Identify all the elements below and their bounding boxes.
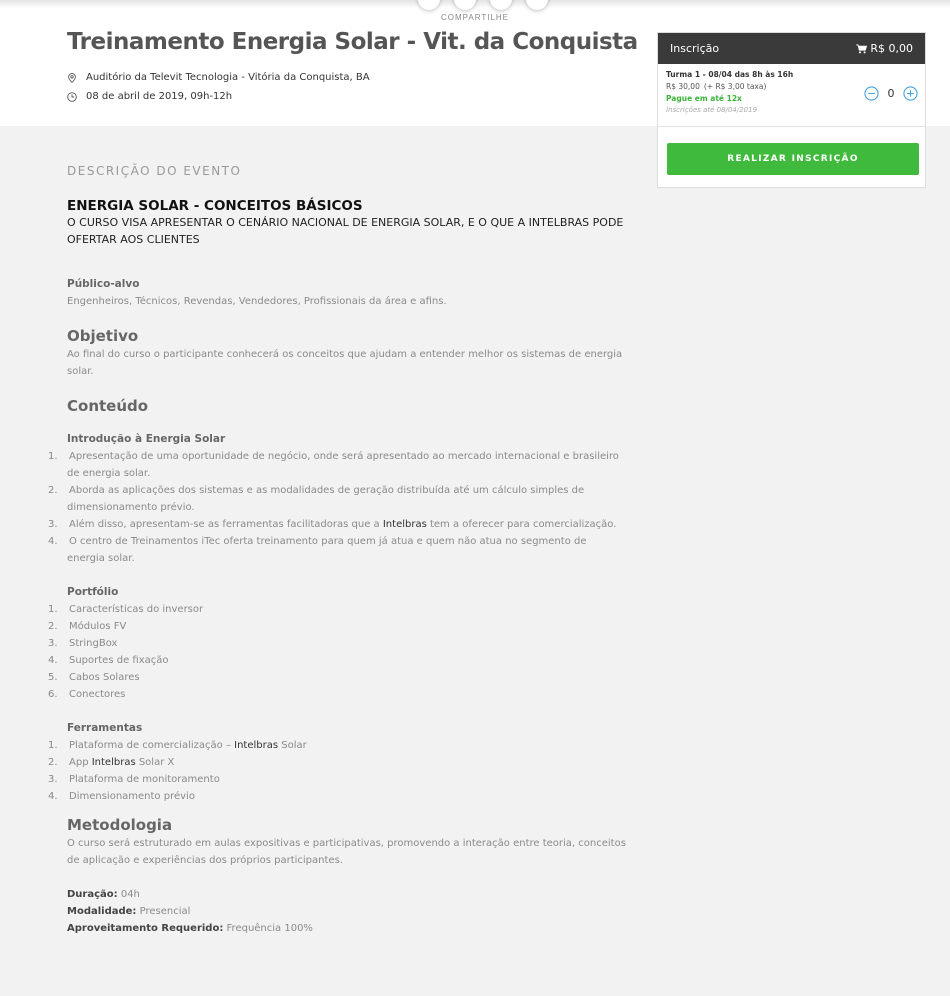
intro-section-list <box>48 448 627 567</box>
list-number: 3. <box>48 774 58 785</box>
ticket-deadline: Inscrições até 08/04/2019 <box>666 106 758 114</box>
portfolio-list <box>48 601 627 703</box>
audience-heading: Público-alvo <box>67 278 140 290</box>
list-text-part: Plataforma de comercialização – <box>69 740 235 751</box>
list-number: 3. <box>48 519 58 530</box>
list-number: 2. <box>48 757 58 768</box>
attendance-value: Frequência 100% <box>223 923 313 934</box>
event-datetime-text: 08 de abril de 2019, 09h-12h <box>86 91 233 102</box>
list-item-text: O centro de Treinamentos iTec oferta treinamento para quem já atua e quem não atua no segmento de energia solar. <box>67 536 587 564</box>
list-item <box>48 516 627 533</box>
share-buttons <box>418 0 548 10</box>
list-item <box>48 771 627 788</box>
list-text-part: Solar X <box>135 757 175 768</box>
list-text-part: Além disso, apresentam-se as ferramentas facilitadoras que a <box>69 519 383 530</box>
list-number: 2. <box>48 485 58 496</box>
list-item <box>48 482 627 516</box>
cart-total-value: R$ 0,00 <box>870 42 913 55</box>
list-number: 2. <box>48 621 58 632</box>
list-number: 4. <box>48 655 58 666</box>
list-item-text: Conectores <box>69 689 126 700</box>
event-facts <box>67 886 627 937</box>
section-label: DESCRIÇÃO DO EVENTO <box>67 164 242 178</box>
share-label: COMPARTILHE <box>440 13 510 22</box>
list-item-text: Módulos FV <box>69 621 127 632</box>
list-item-text <box>67 740 307 751</box>
brand-name: Intelbras <box>234 740 279 751</box>
ticket-name: Turma 1 - 08/04 das 8h às 16h <box>666 70 794 79</box>
list-number: 5. <box>48 672 58 683</box>
list-item <box>48 788 627 805</box>
modality-row <box>67 903 627 920</box>
share-whatsapp-button[interactable] <box>526 0 548 10</box>
cart-icon <box>856 44 867 54</box>
list-item <box>48 754 627 771</box>
share-linkedin-button[interactable] <box>490 0 512 10</box>
list-item <box>48 448 627 482</box>
event-location <box>67 72 370 83</box>
clock-icon <box>67 92 77 102</box>
registration-panel <box>657 32 926 188</box>
tools-heading: Ferramentas <box>67 722 143 734</box>
ticket-price-value: R$ 30,00 <box>666 82 700 91</box>
list-item-text: Aborda as aplicações dos sistemas e as modalidades de geração distribuída até um cálculo simples de dimensionamento prévio. <box>67 485 585 513</box>
list-item <box>48 652 627 669</box>
minus-circle-icon[interactable] <box>864 86 879 101</box>
share-facebook-button[interactable] <box>418 0 440 10</box>
tools-list <box>48 737 627 805</box>
ticket-option <box>658 64 925 127</box>
list-item <box>48 601 627 618</box>
list-item <box>48 533 627 567</box>
quantity-value: 0 <box>887 87 895 100</box>
plus-circle-icon[interactable] <box>903 86 918 101</box>
list-item <box>48 618 627 635</box>
list-item <box>48 737 627 754</box>
list-item-text <box>67 757 174 768</box>
register-button[interactable]: REALIZAR INSCRIÇÃO <box>667 143 919 175</box>
ticket-fee: (+ R$ 3,00 taxa) <box>703 82 767 91</box>
list-number: 6. <box>48 689 58 700</box>
list-number: 4. <box>48 536 58 547</box>
list-item <box>48 635 627 652</box>
list-item <box>48 686 627 703</box>
event-datetime <box>67 91 232 102</box>
list-number: 1. <box>48 451 58 462</box>
list-item-text: Suportes de fixação <box>69 655 169 666</box>
list-item <box>48 669 627 686</box>
list-item-text: Características do inversor <box>69 604 204 615</box>
list-item-text: StringBox <box>69 638 118 649</box>
brand-name: Intelbras <box>91 757 136 768</box>
objective-heading: Objetivo <box>67 327 139 345</box>
content-heading: Conteúdo <box>67 397 149 415</box>
portfolio-heading: Portfólio <box>67 586 119 598</box>
objective-text: Ao final do curso o participante conhecerá os conceitos que ajudam a entender melhor os sistemas de energia solar. <box>67 349 623 377</box>
attendance-row <box>67 920 627 937</box>
list-item-text <box>67 519 616 530</box>
event-description <box>48 163 627 937</box>
list-item-text: Cabos Solares <box>69 672 140 683</box>
list-number: 1. <box>48 604 58 615</box>
modality-value: Presencial <box>136 906 191 917</box>
brand-name: Intelbras <box>382 519 427 530</box>
location-pin-icon <box>67 73 77 83</box>
cart-total <box>856 42 913 55</box>
list-text-part: App <box>69 757 92 768</box>
registration-panel-title: Inscrição <box>670 42 720 55</box>
list-number: 1. <box>48 740 58 751</box>
duration-label: Duração: <box>67 889 118 900</box>
share-twitter-button[interactable] <box>454 0 476 10</box>
list-text-part: Solar <box>278 740 307 751</box>
event-title: Treinamento Energia Solar - Vit. da Conquista <box>67 29 638 55</box>
list-number: 4. <box>48 791 58 802</box>
course-title: ENERGIA SOLAR - CONCEITOS BÁSICOS <box>67 198 363 214</box>
course-intro: O CURSO VISA APRESENTAR O CENÁRIO NACIONAL DE ENERGIA SOLAR, E O QUE A INTELBRAS PODE OFERTAR AOS CLIENTES <box>67 216 624 246</box>
attendance-label: Aproveitamento Requerido: <box>67 923 224 934</box>
event-location-text: Auditório da Televit Tecnologia - Vitória da Conquista, BA <box>86 72 370 83</box>
list-item-text: Plataforma de monitoramento <box>69 774 220 785</box>
list-number: 3. <box>48 638 58 649</box>
list-item-text: Dimensionamento prévio <box>69 791 195 802</box>
ticket-installments: Pague em até 12x <box>666 94 742 103</box>
list-item-text: Apresentação de uma oportunidade de negócio, onde será apresentado ao mercado internacional e brasileiro de energia solar. <box>67 451 619 479</box>
audience-text: Engenheiros, Técnicos, Revendas, Vendedores, Profissionais da área e afins. <box>67 296 447 307</box>
quantity-stepper <box>864 86 918 101</box>
registration-panel-header <box>658 33 925 64</box>
modality-label: Modalidade: <box>67 906 137 917</box>
duration-row <box>67 886 627 903</box>
methodology-heading: Metodologia <box>67 816 173 834</box>
intro-section-heading: Introdução à Energia Solar <box>67 433 226 445</box>
duration-value: 04h <box>117 889 140 900</box>
methodology-text: O curso será estruturado em aulas expositivas e participativas, promovendo a interação entre teoria, conceitos de aplicação e experiências dos próprios participantes. <box>67 838 626 866</box>
list-text-part: tem a oferecer para comercialização. <box>426 519 617 530</box>
